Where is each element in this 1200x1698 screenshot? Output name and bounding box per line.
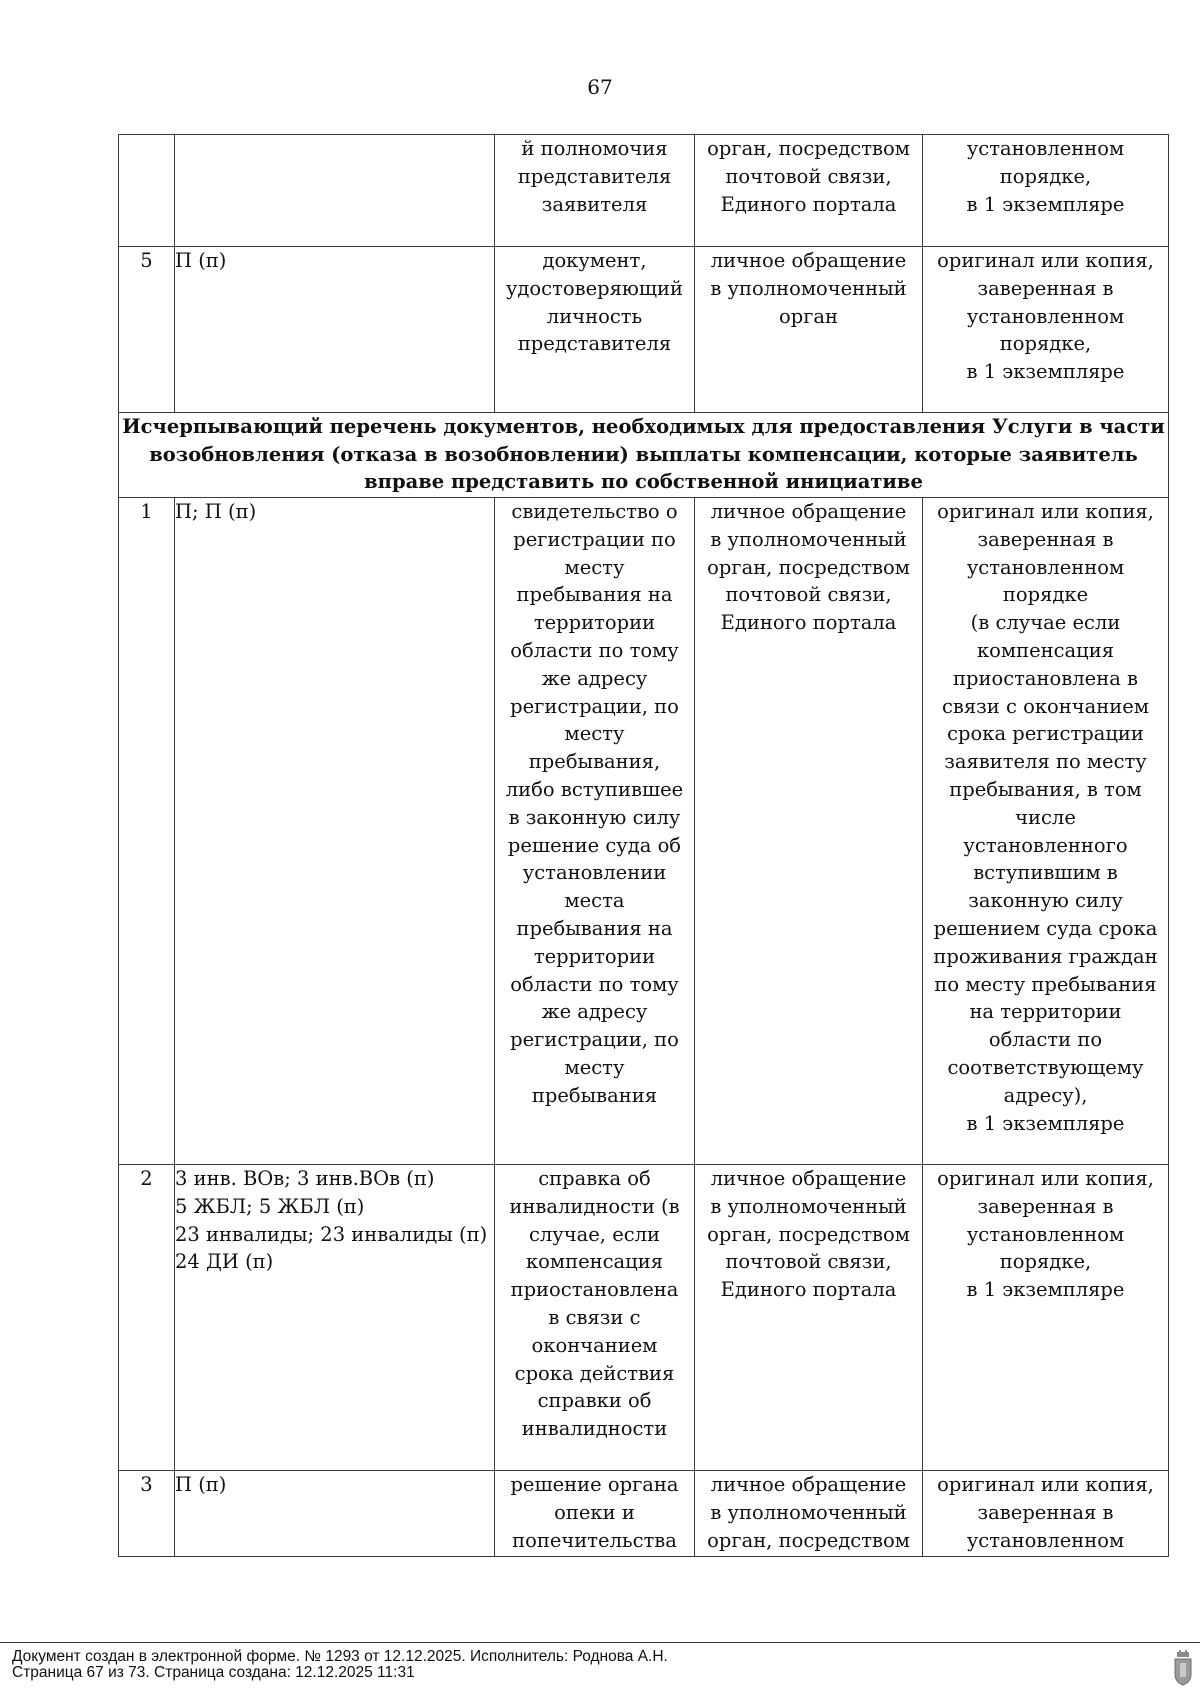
category-codes [175,1165,495,1471]
category-codes [175,1471,495,1557]
category-code: 24 ДИ (п) [175,1250,274,1274]
requirements-cell: установленном порядке, в 1 экземпляре [923,135,1169,247]
submission-cell: орган, посредством почтовой связи, Единого портала [695,135,923,247]
footer-text [12,1649,668,1681]
submission-cell: личное обращение в уполномоченный орган, посредством почтовой связи, Единого портала [695,498,923,1165]
page-number: 67 [587,75,613,99]
requirements-cell: оригинал или копия, заверенная в установленном [923,1471,1169,1557]
table-row [119,135,1169,247]
document-cell: справка об инвалидности (в случае, если компенсация приостановлена в связи с окончанием срока действия справки об инвалидности [495,1165,695,1471]
category-code: П; П (п) [175,500,257,523]
document-cell: свидетельство о регистрации по месту пребывания на территории области по тому же адресу регистрации, по месту пребывания, либо вступившее в законную силу решение суда об установлении места пребывания на территории области по тому же адресу регистрации, по месту пребывания [495,498,695,1165]
row-number [119,135,175,247]
document-cell: й полномочия представителя заявителя [495,135,695,247]
document-footer [0,1642,1200,1681]
table-row [119,1165,1169,1471]
footer-line-page: Страница 67 из 73. Страница создана: 12.12.2025 11:31 [12,1664,415,1681]
submission-cell: личное обращение в уполномоченный орган, посредством [695,1471,923,1557]
category-code: 23 инвалиды; 23 инвалиды (п) [175,1222,488,1246]
category-codes [175,135,495,247]
table-row [119,498,1169,1165]
requirements-cell: оригинал или копия, заверенная в установленном порядке (в случае если компенсация приостановлена в связи с окончанием срока регистрации заявителя по месту пребывания, в том числе установленного вступившим в законную силу решением суда срока проживания граждан по месту пребывания на территории области по соответствующему адресу), в 1 экземпляре [923,498,1169,1165]
category-code: П (п) [175,1473,227,1496]
row-number: 2 [119,1165,175,1471]
row-number: 1 [119,498,175,1165]
requirements-cell: оригинал или копия, заверенная в установленном порядке, в 1 экземпляре [923,247,1169,413]
document-cell: документ, удостоверяющий личность представителя [495,247,695,413]
document-cell: решение органа опеки и попечительства [495,1471,695,1557]
documents-table [118,134,1169,1557]
section-heading: Исчерпывающий перечень документов, необходимых для предоставления Услуги в части возобновления (отказа в возобновлении) выплаты компенсации, которые заявитель вправе представить по собственной инициативе [119,413,1169,498]
table-row [119,247,1169,413]
category-code: П (п) [175,249,227,272]
category-codes [175,247,495,413]
requirements-cell: оригинал или копия, заверенная в установленном порядке, в 1 экземпляре [923,1165,1169,1471]
row-number: 5 [119,247,175,413]
category-code: 3 инв. ВОв; 3 инв.ВОв (п) [175,1167,435,1190]
footer-line-document: Документ создан в электронной форме. № 1293 от 12.12.2025. Исполнитель: Роднова А.Н. [12,1648,668,1665]
row-number: 3 [119,1471,175,1557]
submission-cell: личное обращение в уполномоченный орган, посредством почтовой связи, Единого портала [695,1165,923,1471]
table-row [119,1471,1169,1557]
category-code: 5 ЖБЛ; 5 ЖБЛ (п) [175,1194,365,1218]
section-heading-row [119,413,1169,498]
coat-of-arms-icon [1172,1650,1194,1686]
submission-cell: личное обращение в уполномоченный орган [695,247,923,413]
category-codes [175,498,495,1165]
